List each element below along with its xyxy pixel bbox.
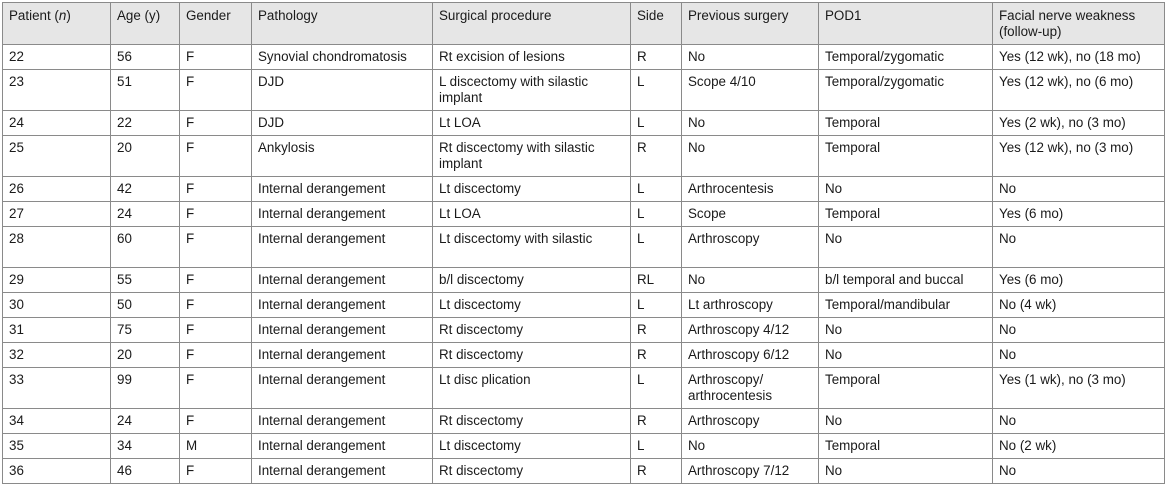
cell-facial-nerve-weakness: No — [993, 318, 1165, 343]
cell-facial-nerve-weakness: Yes (12 wk), no (18 mo) — [993, 45, 1165, 70]
header-age: Age (y) — [111, 3, 180, 45]
header-pod1: POD1 — [819, 3, 993, 45]
cell-side: L — [631, 202, 682, 227]
cell-previous-surgery: Arthroscopy — [682, 227, 819, 268]
cell-facial-nerve-weakness: No — [993, 459, 1165, 484]
cell-gender: M — [180, 434, 252, 459]
cell-facial-nerve-weakness: Yes (12 wk), no (6 mo) — [993, 70, 1165, 111]
cell-patient: 27 — [3, 202, 111, 227]
cell-surgical-procedure: Lt discectomy — [433, 177, 631, 202]
cell-side: L — [631, 293, 682, 318]
cell-pod1: Temporal/mandibular — [819, 293, 993, 318]
cell-pathology: Internal derangement — [252, 177, 433, 202]
cell-pod1: b/l temporal and buccal — [819, 268, 993, 293]
cell-patient: 33 — [3, 368, 111, 409]
cell-previous-surgery: Scope — [682, 202, 819, 227]
header-row — [3, 3, 1165, 45]
cell-pathology: Synovial chondromatosis — [252, 45, 433, 70]
cell-age: 56 — [111, 45, 180, 70]
cell-surgical-procedure: Rt discectomy — [433, 343, 631, 368]
cell-pod1: No — [819, 409, 993, 434]
cell-surgical-procedure: Lt discectomy with silastic — [433, 227, 631, 268]
cell-previous-surgery: No — [682, 268, 819, 293]
cell-previous-surgery: Lt arthroscopy — [682, 293, 819, 318]
table-row — [3, 136, 1165, 177]
header-patient: Patient (n) — [3, 3, 111, 45]
cell-pathology: DJD — [252, 111, 433, 136]
cell-surgical-procedure: Lt LOA — [433, 202, 631, 227]
cell-patient: 29 — [3, 268, 111, 293]
cell-pod1: Temporal — [819, 202, 993, 227]
cell-patient: 22 — [3, 45, 111, 70]
cell-age: 75 — [111, 318, 180, 343]
cell-pathology: Internal derangement — [252, 202, 433, 227]
cell-gender: F — [180, 268, 252, 293]
cell-previous-surgery: Arthrocentesis — [682, 177, 819, 202]
cell-gender: F — [180, 318, 252, 343]
cell-surgical-procedure: Rt discectomy — [433, 318, 631, 343]
cell-surgical-procedure: Lt LOA — [433, 111, 631, 136]
cell-previous-surgery: Arthroscopy/ arthrocentesis — [682, 368, 819, 409]
cell-previous-surgery: No — [682, 111, 819, 136]
cell-gender: F — [180, 368, 252, 409]
cell-pathology: DJD — [252, 70, 433, 111]
table-row — [3, 459, 1165, 484]
cell-gender: F — [180, 227, 252, 268]
cell-patient: 25 — [3, 136, 111, 177]
patient-table — [2, 2, 1165, 484]
cell-pod1: Temporal/zygomatic — [819, 45, 993, 70]
cell-side: R — [631, 459, 682, 484]
cell-facial-nerve-weakness: Yes (6 mo) — [993, 202, 1165, 227]
cell-side: L — [631, 227, 682, 268]
cell-gender: F — [180, 293, 252, 318]
table-row — [3, 70, 1165, 111]
cell-age: 55 — [111, 268, 180, 293]
header-facial-nerve-weakness: Facial nerve weakness (follow-up) — [993, 3, 1165, 45]
table-row — [3, 45, 1165, 70]
cell-side: L — [631, 434, 682, 459]
cell-pod1: No — [819, 318, 993, 343]
cell-facial-nerve-weakness: No (2 wk) — [993, 434, 1165, 459]
cell-previous-surgery: Arthroscopy 6/12 — [682, 343, 819, 368]
cell-side: R — [631, 409, 682, 434]
cell-gender: F — [180, 343, 252, 368]
cell-side: L — [631, 111, 682, 136]
cell-pathology: Ankylosis — [252, 136, 433, 177]
table-row — [3, 434, 1165, 459]
cell-pathology: Internal derangement — [252, 318, 433, 343]
table-row — [3, 318, 1165, 343]
table-row — [3, 227, 1165, 268]
cell-previous-surgery: Arthroscopy 4/12 — [682, 318, 819, 343]
cell-age: 99 — [111, 368, 180, 409]
cell-facial-nerve-weakness: Yes (1 wk), no (3 mo) — [993, 368, 1165, 409]
cell-age: 60 — [111, 227, 180, 268]
header-pathology: Pathology — [252, 3, 433, 45]
header-gender: Gender — [180, 3, 252, 45]
cell-surgical-procedure: L discectomy with silastic implant — [433, 70, 631, 111]
cell-age: 50 — [111, 293, 180, 318]
cell-patient: 36 — [3, 459, 111, 484]
cell-patient: 23 — [3, 70, 111, 111]
cell-facial-nerve-weakness: Yes (12 wk), no (3 mo) — [993, 136, 1165, 177]
cell-previous-surgery: No — [682, 45, 819, 70]
cell-pod1: No — [819, 343, 993, 368]
cell-surgical-procedure: Lt disc plication — [433, 368, 631, 409]
cell-patient: 26 — [3, 177, 111, 202]
cell-gender: F — [180, 409, 252, 434]
cell-surgical-procedure: b/l discectomy — [433, 268, 631, 293]
table-row — [3, 268, 1165, 293]
table-row — [3, 111, 1165, 136]
cell-facial-nerve-weakness: No (4 wk) — [993, 293, 1165, 318]
cell-pathology: Internal derangement — [252, 459, 433, 484]
cell-previous-surgery: Arthroscopy — [682, 409, 819, 434]
table-row — [3, 177, 1165, 202]
cell-side: R — [631, 318, 682, 343]
cell-pod1: No — [819, 177, 993, 202]
cell-patient: 30 — [3, 293, 111, 318]
cell-facial-nerve-weakness: No — [993, 177, 1165, 202]
cell-side: R — [631, 136, 682, 177]
cell-side: L — [631, 70, 682, 111]
cell-gender: F — [180, 70, 252, 111]
cell-facial-nerve-weakness: No — [993, 227, 1165, 268]
cell-side: L — [631, 368, 682, 409]
cell-age: 24 — [111, 202, 180, 227]
cell-side: RL — [631, 268, 682, 293]
cell-previous-surgery: No — [682, 136, 819, 177]
cell-pathology: Internal derangement — [252, 293, 433, 318]
cell-pathology: Internal derangement — [252, 343, 433, 368]
cell-age: 46 — [111, 459, 180, 484]
cell-pathology: Internal derangement — [252, 227, 433, 268]
cell-gender: F — [180, 177, 252, 202]
cell-pod1: Temporal — [819, 368, 993, 409]
cell-age: 24 — [111, 409, 180, 434]
cell-patient: 24 — [3, 111, 111, 136]
cell-gender: F — [180, 111, 252, 136]
cell-pathology: Internal derangement — [252, 409, 433, 434]
table-row — [3, 202, 1165, 227]
cell-previous-surgery: Scope 4/10 — [682, 70, 819, 111]
cell-age: 34 — [111, 434, 180, 459]
cell-surgical-procedure: Rt excision of lesions — [433, 45, 631, 70]
cell-gender: F — [180, 202, 252, 227]
cell-previous-surgery: Arthroscopy 7/12 — [682, 459, 819, 484]
cell-pod1: Temporal — [819, 434, 993, 459]
header-previous-surgery: Previous surgery — [682, 3, 819, 45]
cell-patient: 34 — [3, 409, 111, 434]
cell-pod1: Temporal/zygomatic — [819, 70, 993, 111]
table-row — [3, 293, 1165, 318]
cell-age: 20 — [111, 136, 180, 177]
cell-age: 42 — [111, 177, 180, 202]
header-surgical-procedure: Surgical procedure — [433, 3, 631, 45]
table-row — [3, 368, 1165, 409]
cell-patient: 35 — [3, 434, 111, 459]
header-side: Side — [631, 3, 682, 45]
cell-facial-nerve-weakness: Yes (2 wk), no (3 mo) — [993, 111, 1165, 136]
cell-gender: F — [180, 45, 252, 70]
cell-previous-surgery: No — [682, 434, 819, 459]
cell-age: 20 — [111, 343, 180, 368]
cell-surgical-procedure: Lt discectomy — [433, 434, 631, 459]
cell-facial-nerve-weakness: Yes (6 mo) — [993, 268, 1165, 293]
cell-patient: 31 — [3, 318, 111, 343]
cell-surgical-procedure: Rt discectomy — [433, 409, 631, 434]
table-row — [3, 343, 1165, 368]
cell-pod1: Temporal — [819, 111, 993, 136]
cell-surgical-procedure: Rt discectomy — [433, 459, 631, 484]
cell-gender: F — [180, 459, 252, 484]
cell-side: R — [631, 343, 682, 368]
cell-facial-nerve-weakness: No — [993, 343, 1165, 368]
cell-patient: 32 — [3, 343, 111, 368]
cell-age: 51 — [111, 70, 180, 111]
cell-patient: 28 — [3, 227, 111, 268]
cell-pod1: No — [819, 459, 993, 484]
cell-gender: F — [180, 136, 252, 177]
cell-surgical-procedure: Lt discectomy — [433, 293, 631, 318]
cell-pathology: Internal derangement — [252, 368, 433, 409]
cell-facial-nerve-weakness: No — [993, 409, 1165, 434]
cell-pod1: No — [819, 227, 993, 268]
cell-pathology: Internal derangement — [252, 268, 433, 293]
cell-pod1: Temporal — [819, 136, 993, 177]
cell-surgical-procedure: Rt discectomy with silastic implant — [433, 136, 631, 177]
table-row — [3, 409, 1165, 434]
cell-pathology: Internal derangement — [252, 434, 433, 459]
cell-side: L — [631, 177, 682, 202]
cell-age: 22 — [111, 111, 180, 136]
cell-side: R — [631, 45, 682, 70]
